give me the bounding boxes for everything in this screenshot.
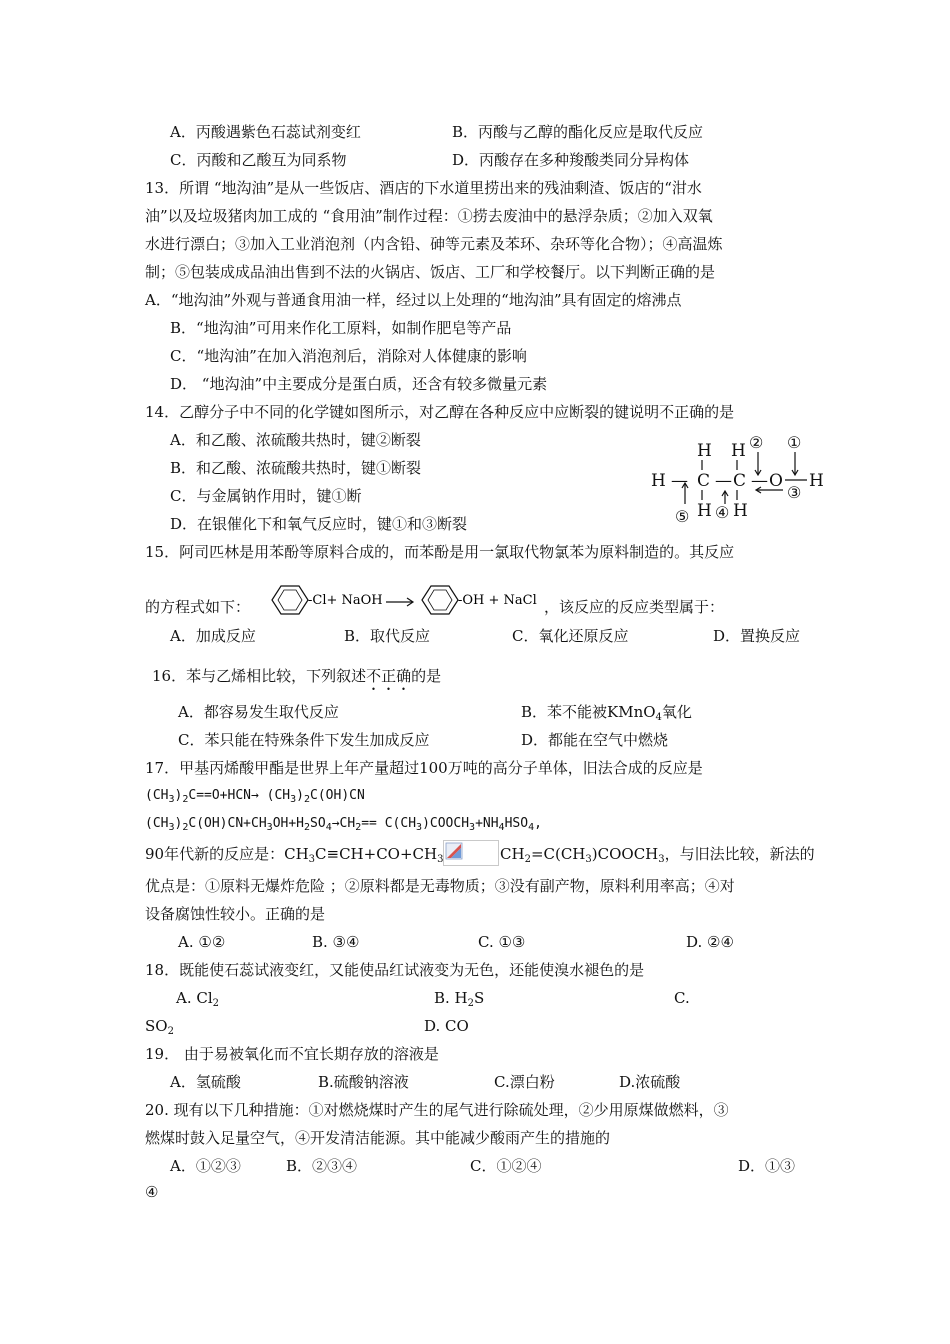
q15-stem-prefix: 的方程式如下： [145, 598, 251, 616]
q17-stem-line5: 设备腐蚀性较小。正确的是 [145, 905, 326, 923]
q13-option-b: B．“地沟油”可用来作化工原料，如制作肥皂等产品 [170, 319, 512, 337]
diagram-atom-o: O [769, 471, 783, 491]
q16-stem: 16．苯与乙烯相比较，下列叙述不正确的是 [152, 667, 442, 685]
q20-option-b: B．②③④ [286, 1157, 358, 1175]
q19-option-c: C.漂白粉 [494, 1073, 555, 1091]
equation-right-text: -OH + NaCl [458, 593, 537, 608]
q18-option-a: A. $Cl_2$ [176, 989, 220, 1009]
diagram-bond-2: — [715, 471, 732, 491]
q15-option-d: D．置换反应 [713, 627, 801, 645]
q19-stem: 19． 由于易被氧化而不宜长期存放的溶液是 [145, 1045, 439, 1063]
q14-stem: 14．乙醇分子中不同的化学键如图所示，对乙醇在各种反应中应断裂的键说明不正确的是 [145, 403, 735, 421]
q13-stem-line3: 水进行漂白；③加入工业消泡剂（内含铅、砷等元素及苯环、杂环等化合物）；④高温炼 [145, 235, 723, 253]
diagram-atom-h-right: H [809, 471, 824, 491]
q17-option-d: D. ②④ [686, 933, 734, 951]
diagram-atom-c2: C [733, 471, 747, 491]
diagram-bond-1: — [671, 471, 688, 491]
diagram-atom-h-bot2: H [733, 501, 748, 521]
q18-stem: 18．既能使石蕊试液变红，又能使品红试液变为无色，还能使溴水褪色的是 [145, 961, 645, 979]
q16-option-c: C．苯只能在特殊条件下发生加成反应 [178, 731, 430, 749]
q15-option-c: C．氧化还原反应 [512, 627, 629, 645]
q14-option-c: C．与金属钠作用时，键①断 [170, 487, 362, 505]
q20-option-d: D．①③ [738, 1157, 796, 1175]
q12-option-d: D．丙酸存在多种羧酸类同分异构体 [452, 151, 690, 169]
q18-option-c-label: C. [674, 989, 690, 1007]
diagram-label-2: ② [749, 433, 764, 452]
q20-option-d-continued: ④ [145, 1183, 159, 1201]
q16-option-b: B．苯不能被KMnO$_4$氧化 [521, 703, 692, 723]
q19-option-b: B.硫酸钠溶液 [318, 1073, 409, 1091]
q16-option-d: D．都能在空气中燃烧 [521, 731, 669, 749]
q18-option-c-value: $SO_2$ [145, 1017, 174, 1037]
q18-option-d: D. CO [424, 1017, 469, 1035]
q20-option-a: A．①②③ [170, 1157, 241, 1175]
q19-option-d: D.浓硫酸 [619, 1073, 681, 1091]
q13-option-d: D． “地沟油”中主要成分是蛋白质，还含有较多微量元素 [170, 375, 548, 393]
diagram-bond-3: — [751, 471, 768, 491]
equation-left-text: -Cl+ NaOH [308, 593, 383, 608]
diagram-atom-h-top2: H [731, 441, 746, 461]
q15-option-a: A．加成反应 [170, 627, 256, 645]
q18-option-b: B. $H_2S$ [434, 989, 485, 1009]
q12-option-a: A．丙酸遇紫色石蕊试剂变红 [170, 123, 361, 141]
q13-stem-line4: 制；⑤包装成成品油出售到不法的火锅店、饭店、工厂和学校餐厅。以下判断正确的是 [145, 263, 716, 281]
q12-option-b: B．丙酸与乙醇的酯化反应是取代反应 [452, 123, 704, 141]
diagram-label-3: ③ [787, 483, 802, 502]
diagram-atom-c1: C [697, 471, 711, 491]
q16-option-a: A．都容易发生取代反应 [178, 703, 339, 721]
ethanol-bond-diagram [645, 430, 835, 528]
diagram-label-4: ④ [715, 503, 730, 522]
q13-stem-line1: 13．所谓 “地沟油”是从一些饭店、酒店的下水道里捞出来的残油剩渣、饭店的“泔水 [145, 179, 702, 197]
q12-option-c: C．丙酸和乙酸互为同系物 [170, 151, 347, 169]
q13-stem-line2: 油”以及垃圾猪肉加工成的 “食用油”制作过程：①捞去废油中的悬浮杂质；②加入双氧 [145, 207, 713, 225]
q14-option-a: A．和乙酸、浓硫酸共热时，键②断裂 [170, 431, 421, 449]
diagram-label-1: ① [787, 433, 802, 452]
q13-option-c: C．“地沟油”在加入消泡剂后，消除对人体健康的影响 [170, 347, 527, 365]
q17-reaction-3-left: 90年代新的反应是：$CH_3C\equiv CH+CO+CH_3$ [145, 845, 444, 865]
q14-option-b: B．和乙酸、浓硫酸共热时，键①断裂 [170, 459, 422, 477]
q17-option-c: C. ①③ [478, 933, 526, 951]
q17-stem-line4: 优点是：①原料无爆炸危险 ；②原料都是无毒物质；③没有副产物，原料利用率高；④对 [145, 877, 735, 895]
q17-reaction-3-right: $CH_2=C(CH_3)COOCH_3$，与旧法比较，新法的 [500, 845, 815, 865]
q15-option-b: B．取代反应 [344, 627, 431, 645]
q15-reaction-equation [262, 578, 544, 622]
q17-reaction-2: $(CH_3)_2C(OH)CN+CH_3OH+H_2SO_4\to CH_2==$ $C(CH_3)COOCH_3+NH_4HSO_4$, [145, 816, 542, 833]
q16-emphasis: 不正确 [366, 667, 412, 685]
diagram-atom-h-top1: H [697, 441, 712, 461]
q13-option-a: A．“地沟油”外观与普通食用油一样，经过以上处理的“地沟油”具有固定的熔沸点 [145, 291, 682, 309]
diagram-atom-h-bot1: H [697, 501, 712, 521]
q19-option-a: A．氢硫酸 [170, 1073, 241, 1091]
diagram-atom-h-left: H [651, 471, 666, 491]
diagram-label-5: ⑤ [675, 507, 690, 526]
q17-stem-line1: 17．甲基丙烯酸甲酯是世界上年产量超过100万吨的高分子单体，旧法合成的反应是 [145, 759, 703, 777]
q14-option-d: D．在银催化下和氧气反应时，键①和③断裂 [170, 515, 468, 533]
q20-stem-line2: 燃煤时鼓入足量空气，④开发清洁能源。其中能减少酸雨产生的措施的 [145, 1129, 611, 1147]
q15-stem-suffix: ，该反应的反应类型属于： [544, 598, 725, 616]
q17-option-b: B. ③④ [312, 933, 360, 951]
q17-reaction-1: $(CH_3)_2C==O+HCN\to (CH_3)_2C(OH)CN$ [145, 788, 365, 805]
q20-option-c: C．①②④ [470, 1157, 542, 1175]
q15-stem-line1: 15．阿司匹林是用苯酚等原料合成的，而苯酚是用一氯取代物氯苯为原料制造的。其反应 [145, 543, 735, 561]
q17-option-a: A. ①② [178, 933, 226, 951]
broken-image-icon [443, 840, 499, 866]
q20-stem-line1: 20. 现有以下几种措施：①对燃烧煤时产生的尾气进行除硫处理，②少用原煤做燃料，③ [145, 1101, 729, 1119]
